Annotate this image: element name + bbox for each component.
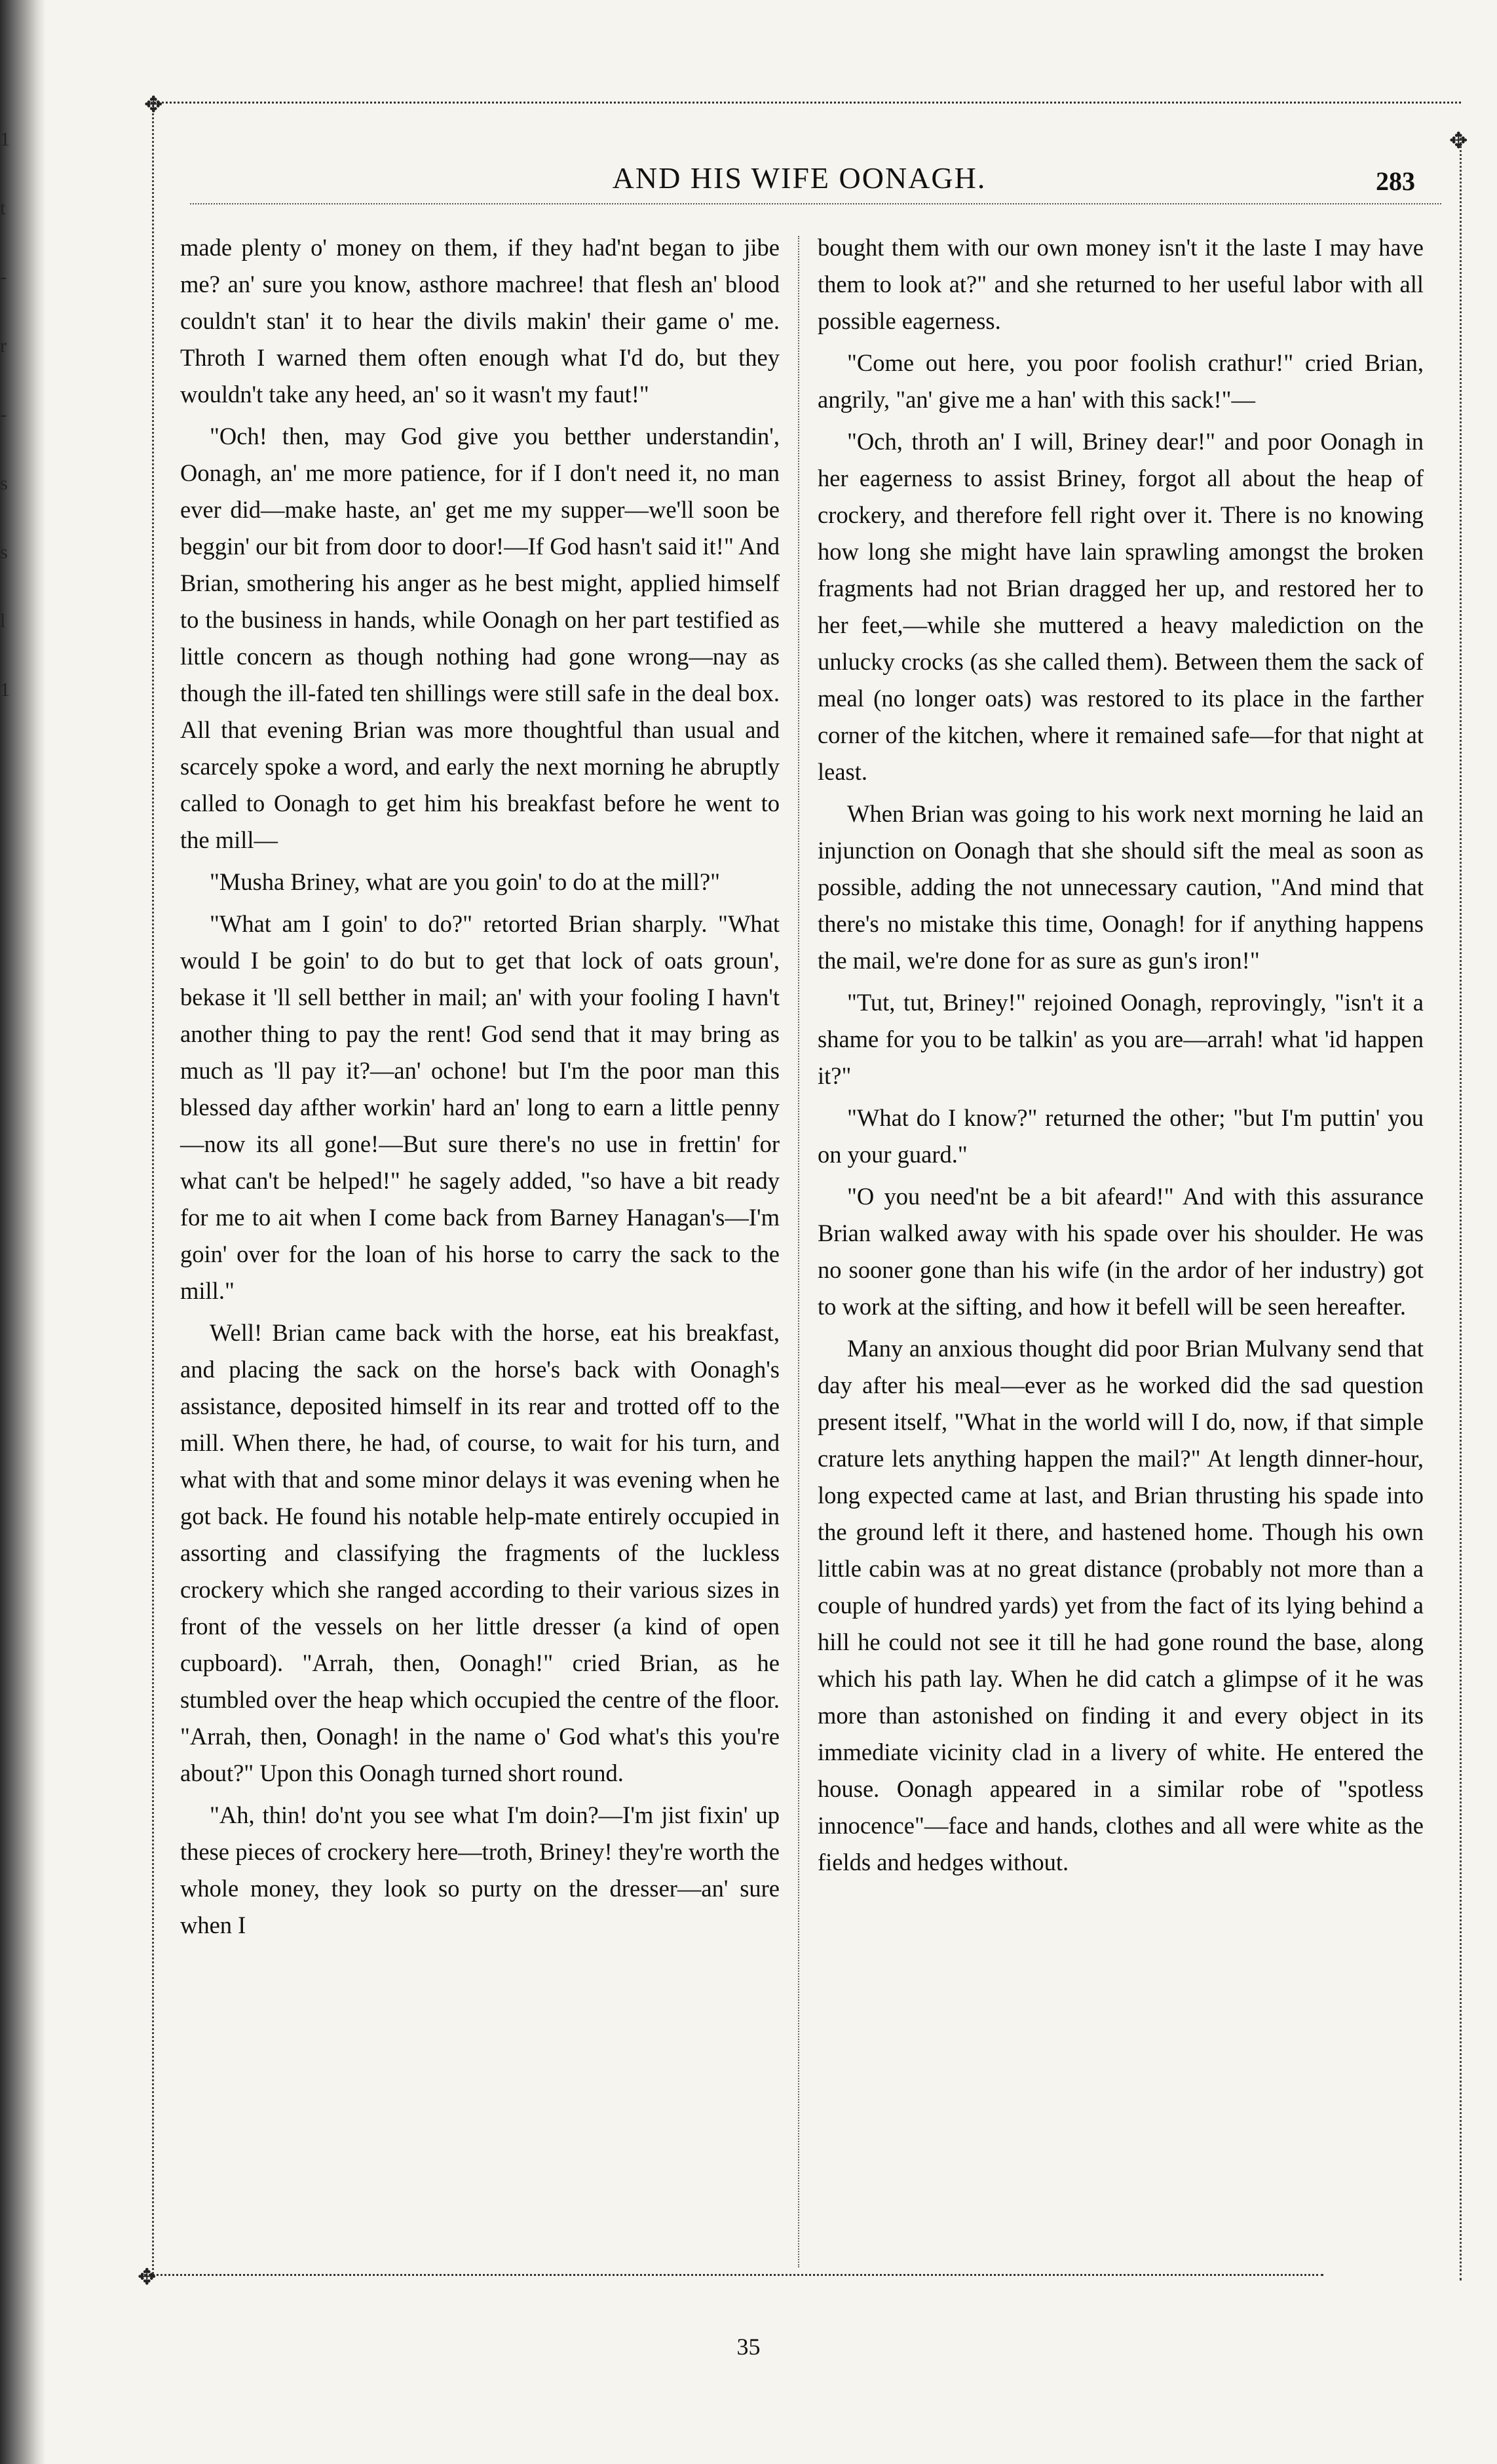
margin-fragment: 1 <box>0 679 10 701</box>
paragraph: "What do I know?" returned the other; "but I'm puttin' you on your guard." <box>818 1104 1424 1168</box>
paragraph: When Brian was going to his work next morning he laid an injunction on Oonagh that she should sift the meal as soon as possible, adding the not unnecessary caution, "And mind that there's no mistake this time, Oonagh! for if anything happens the mail, we're done for as sure as gun's iron!" <box>818 800 1424 974</box>
paragraph: bought them with our own money isn't it the laste I may have them to look at?" and she returned to her useful labor with all possible eagerness. <box>818 234 1424 334</box>
margin-fragment: t <box>0 197 6 219</box>
header-rule <box>190 203 1441 204</box>
paragraph: "Tut, tut, Briney!" rejoined Oonagh, reprovingly, "isn't it a shame for you to be talkin' as you are—arrah! what 'id happen it?" <box>818 989 1424 1089</box>
margin-fragment: - <box>0 266 7 288</box>
paragraph: "Musha Briney, what are you goin' to do at the mill?" <box>210 868 721 895</box>
margin-fragment: s <box>0 472 8 494</box>
ornamental-border-left <box>152 105 154 2274</box>
page-number: 283 <box>1376 166 1415 196</box>
paragraph: "Och! then, may God give you betther understandin', Oonagh, an' me more patience, for if I don't need it, no man ever did—make haste, an' get me my supper—we'll soon be beggin' our bit from door to door!—If God hasn't said it!" And Brian, smothering his anger as he best might, applied himself to the business in hands, while Oonagh on her part testified as little concern as though nothing had gone wrong—nay as though the ill-fated ten shillings were still safe in the deal box. All that evening Brian was more thoughtful than usual and scarcely spoke a word, and early the next morning he abruptly called to Oonagh to get him his breakfast before he went to the mill— <box>180 423 780 853</box>
paragraph: "What am I goin' to do?" retorted Brian sharply. "What would I be goin' to do but to get that lock of oats groun', bekase it 'll sell betther in mail; an' with your fooling I havn't another thing to pay the rent! God send that it may bring as much as 'll pay it?—an' ochone! but I'm the poor man this blessed day afther workin' hard an' long to earn a little penny—now its all gone!—But sure there's no use in frettin' for what can't be helped!" he sagely added, "so have a bit ready for me to ait when I come back from Barney Hanagan's—I'm goin' over for the loan of his horse to carry the sack to the mill." <box>180 910 780 1304</box>
ornamental-border-top <box>151 102 1461 104</box>
running-header <box>170 161 1428 206</box>
right-column <box>818 229 1424 1886</box>
signature-mark: 35 <box>736 2334 761 2360</box>
ornamental-border-bottom <box>144 2274 1323 2276</box>
ornamental-border-right <box>1460 138 1462 2281</box>
running-title: AND HIS WIFE OONAGH. <box>612 161 987 195</box>
paragraph: "O you need'nt be a bit afeard!" And with this assurance Brian walked away with his spade over his shoulder. He was no sooner gone than his wife (in the ardor of her industry) got to work at the sifting, and how it befell will be seen hereafter. <box>818 1183 1424 1320</box>
margin-fragment: - <box>0 404 7 425</box>
previous-page-fragments <box>0 105 26 724</box>
margin-fragment: l <box>0 610 6 632</box>
paragraph: Well! Brian came back with the horse, eat his breakfast, and placing the sack on the horse's back with Oonagh's assistance, deposited himself in its rear and trotted off to the mill. When there, he had, of course, to wait for his turn, and what with that and some minor delays it was evening when he got back. He found his notable help-mate entirely occupied in assorting and classifying the fragments of the luckless crockery which she ranged according to their various sizes in front of the vessels on her little dresser (a kind of open cupboard). "Arrah, then, Oonagh!" cried Brian, as he stumbled over the heap which occupied the centre of the floor. "Arrah, then, Oonagh! in the name o' God what's this you're about?" Upon this Oonagh turned short round. <box>180 1319 780 1786</box>
paragraph: "Ah, thin! do'nt you see what I'm doin?—I'm jist fixin' up these pieces of crockery here—troth, Briney! they're worth the whole money, they look so purty on the dresser—an' sure when I <box>180 1801 780 1938</box>
paragraph: made plenty o' money on them, if they had'nt began to jibe me? an' sure you know, asthore machree! that flesh an' blood couldn't stan' it to hear the divils makin' their game o' me. Throth I warned them often enough what I'd do, but they wouldn't take any heed, an' so it wasn't my faut!" <box>180 234 780 408</box>
corner-ornament-icon: ✥ <box>138 2265 157 2290</box>
margin-fragment: r <box>0 335 7 356</box>
paragraph: "Och, throth an' I will, Briney dear!" and poor Oonagh in her eagerness to assist Briney, forgot all about the heap of crockery, and therefore fell right over it. There is no knowing how long she might have lain sprawling amongst the broken fragments had not Brian dragged her up, and restored her to her feet,—while she muttered a heavy malediction on the unlucky crocks (as she called them). Between them the sack of meal (no longer oats) was restored to its place in the farther corner of the kitchen, where it remained safe—for that night at least. <box>818 428 1424 785</box>
corner-ornament-icon: ✥ <box>1449 129 1468 153</box>
corner-ornament-icon: ✥ <box>144 93 163 117</box>
paragraph: "Come out here, you poor foolish crathur!" cried Brian, angrily, "an' give me a han' with this sack!"— <box>818 349 1424 413</box>
paragraph: Many an anxious thought did poor Brian Mulvany send that day after his meal—ever as he worked did the sad question present itself, "What in the world will I do, now, if that simple crature lets anything happen the mail?" At length dinner-hour, long expected came at last, and Brian thrusting his spade into the ground left it there, and hastened home. Though his own little cabin was at no great distance (probably not more than a couple of hundred yards) yet from the fact of its lying behind a hill he could not see it till he had gone round the base, along which his path lay. When he did catch a glimpse of it he was more than astonished on finding it and every object in its immediate vicinity clad in a livery of white. He entered the house. Oonagh appeared in a similar robe of "spotless innocence"—face and hands, clothes and all were white as the fields and hedges without. <box>818 1335 1424 1876</box>
left-column <box>180 229 780 1949</box>
column-divider <box>798 236 799 2267</box>
margin-fragment: s <box>0 541 8 563</box>
margin-fragment: 1 <box>0 128 10 150</box>
